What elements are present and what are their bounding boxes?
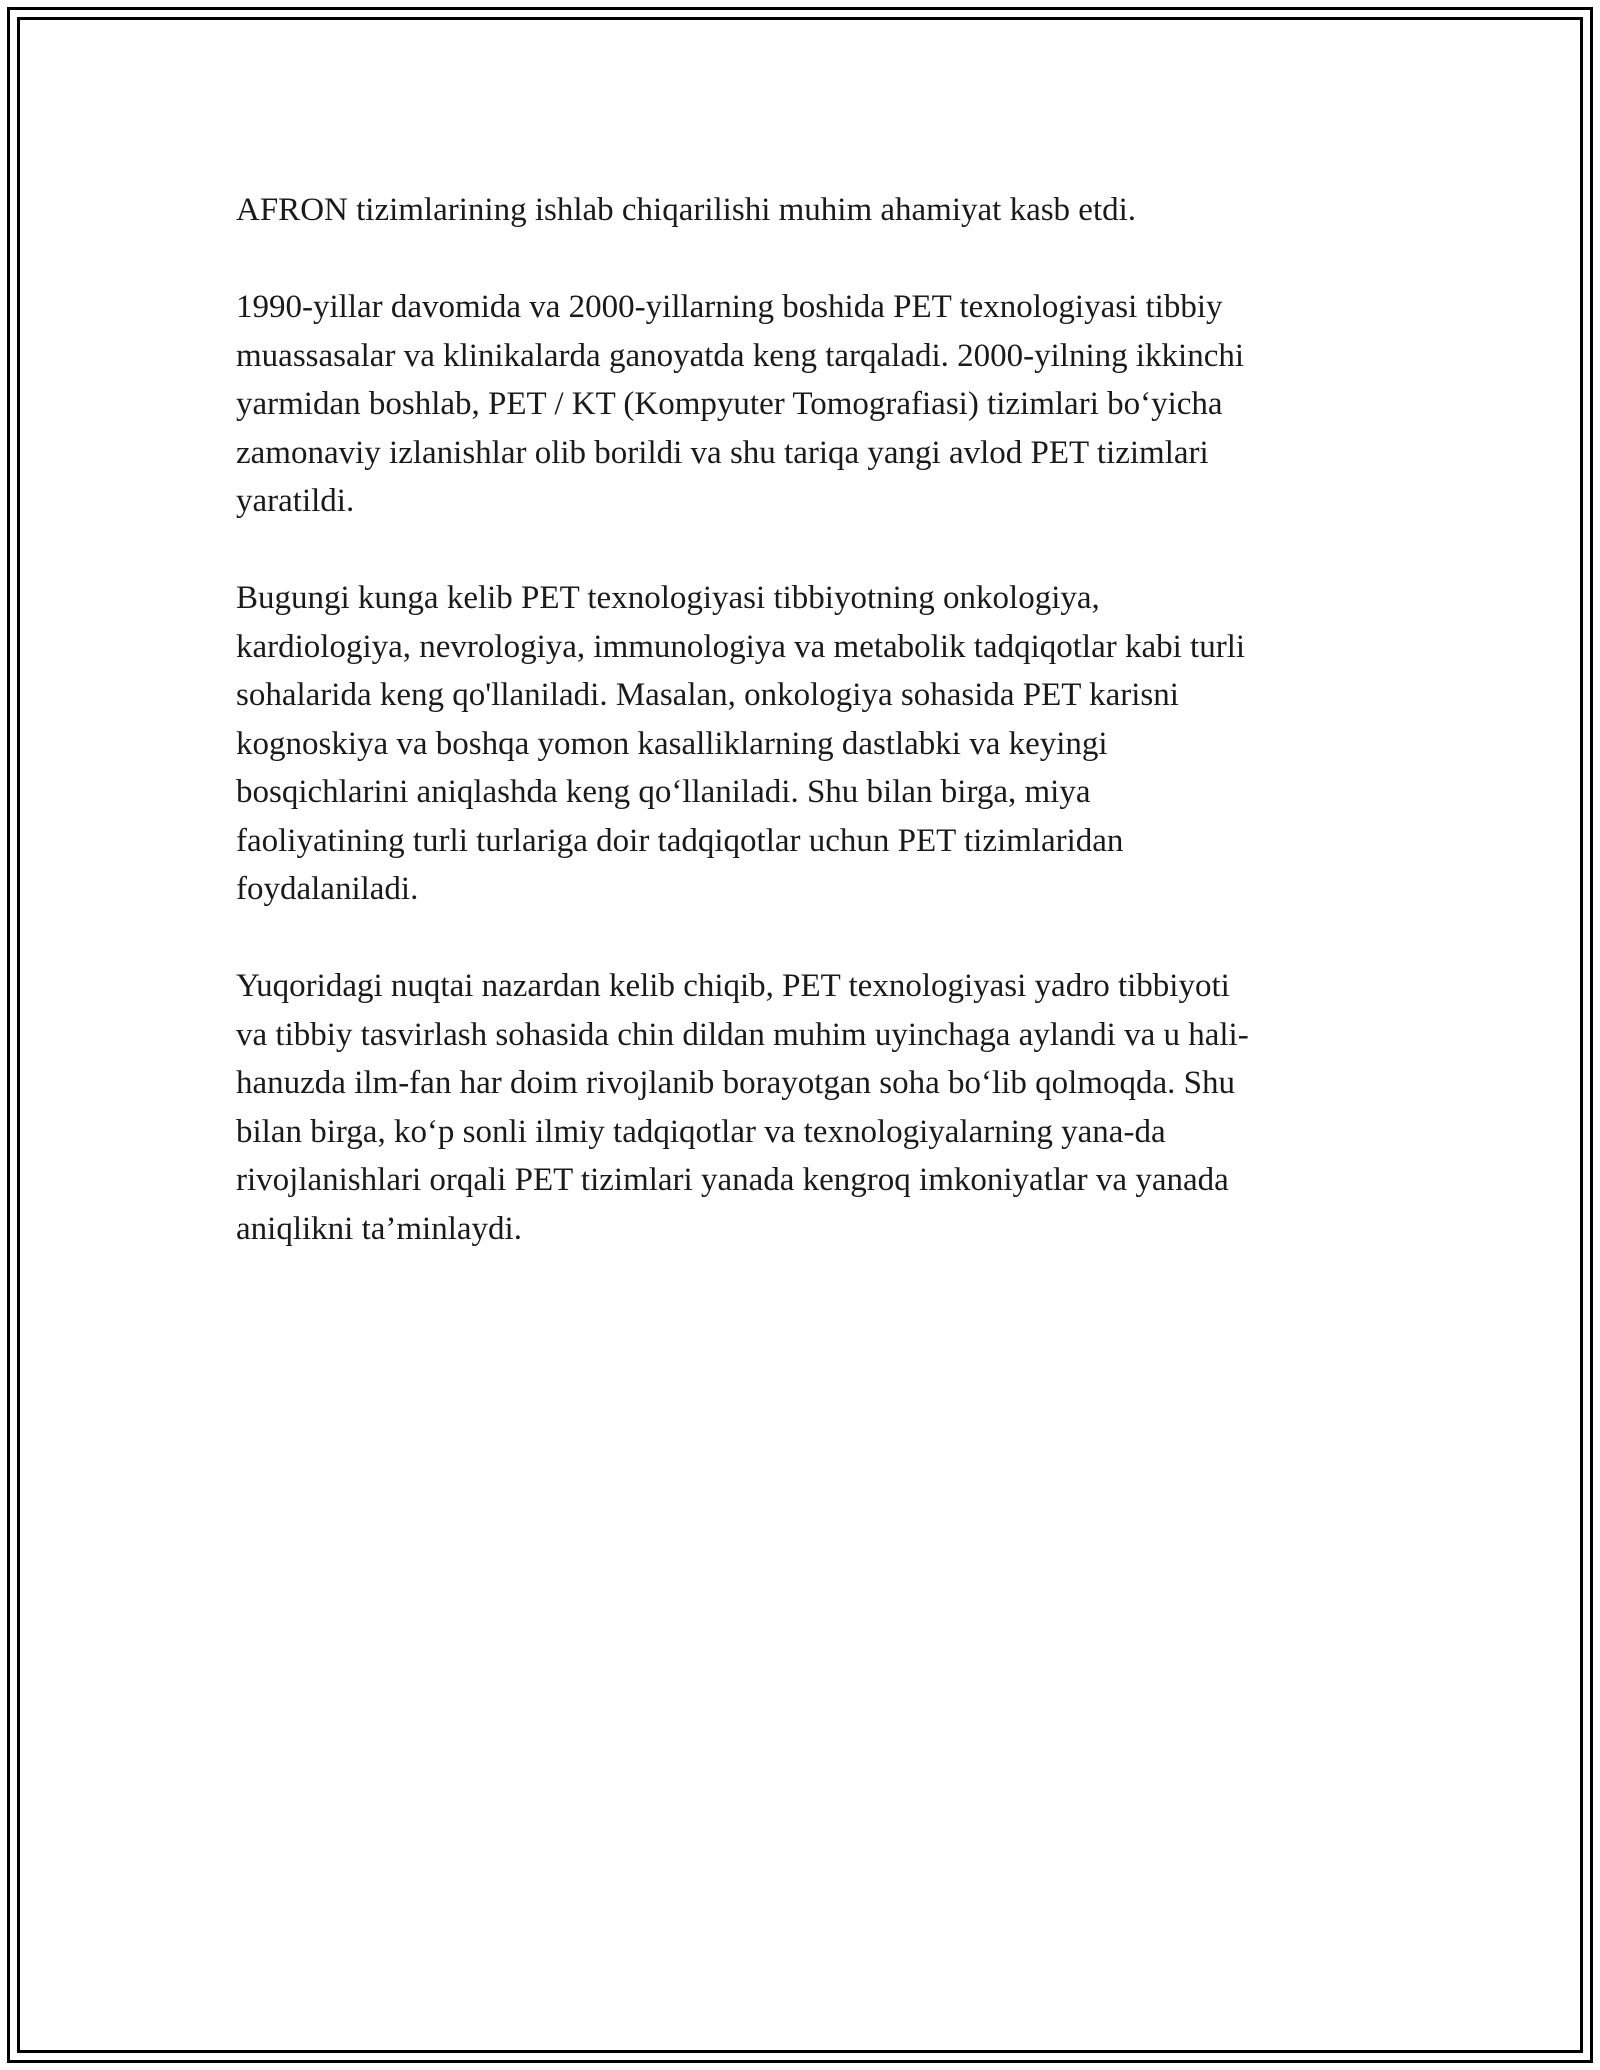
document-body xyxy=(236,186,1386,1253)
paragraph-2: 1990-yillar davomida va 2000-yillarning boshida PET texnologiyasi tibbiy muassasalar va klinikalarda ganoyatda keng tarqaladi. 2000-yilning ikkinchi yarmidan boshlab, PET / KT (Kompyuter Tomografiasi) tizimlari bo‘yicha zamonaviy izlanishlar olib borildi va shu tariqa yangi avlod PET tizimlari yaratildi. xyxy=(236,289,1245,519)
paragraph-4: Yuqoridagi nuqtai nazardan kelib chiqib, PET texnologiyasi yadro tibbiyoti va tibbiy tasvirlash sohasida chin dildan muhim uyinchaga aylandi va u hali- hanuzda ilm-fan har doim rivojlanib borayotgan soha bo‘lib qolmoqda. Shu bilan birga, ko‘p sonli ilmiy tadqiqotlar va texnologiyalarning yana-da rivojlanishlari orqali PET tizimlari yanada kengroq imkoniyatlar va yanada aniqlikni ta’minlaydi. xyxy=(236,968,1249,1247)
paragraph-1: AFRON tizimlarining ishlab chiqarilishi muhim ahamiyat kasb etdi. xyxy=(236,192,1137,228)
paragraph-3: Bugungi kunga kelib PET texnologiyasi tibbiyotning onkologiya, kardiologiya, nevrologiya, immunologiya va metabolik tadqiqotlar kabi turli sohalarida keng qo'llaniladi. Masalan, onkologiya sohasida PET karisni kognoskiya va boshqa yomon kasalliklarning dastlabki va keyingi bosqichlarini aniqlashda keng qo‘llaniladi. Shu bilan birga, miya faoliyatining turli turlariga doir tadqiqotlar uchun PET tizimlaridan foydalaniladi. xyxy=(236,580,1246,907)
